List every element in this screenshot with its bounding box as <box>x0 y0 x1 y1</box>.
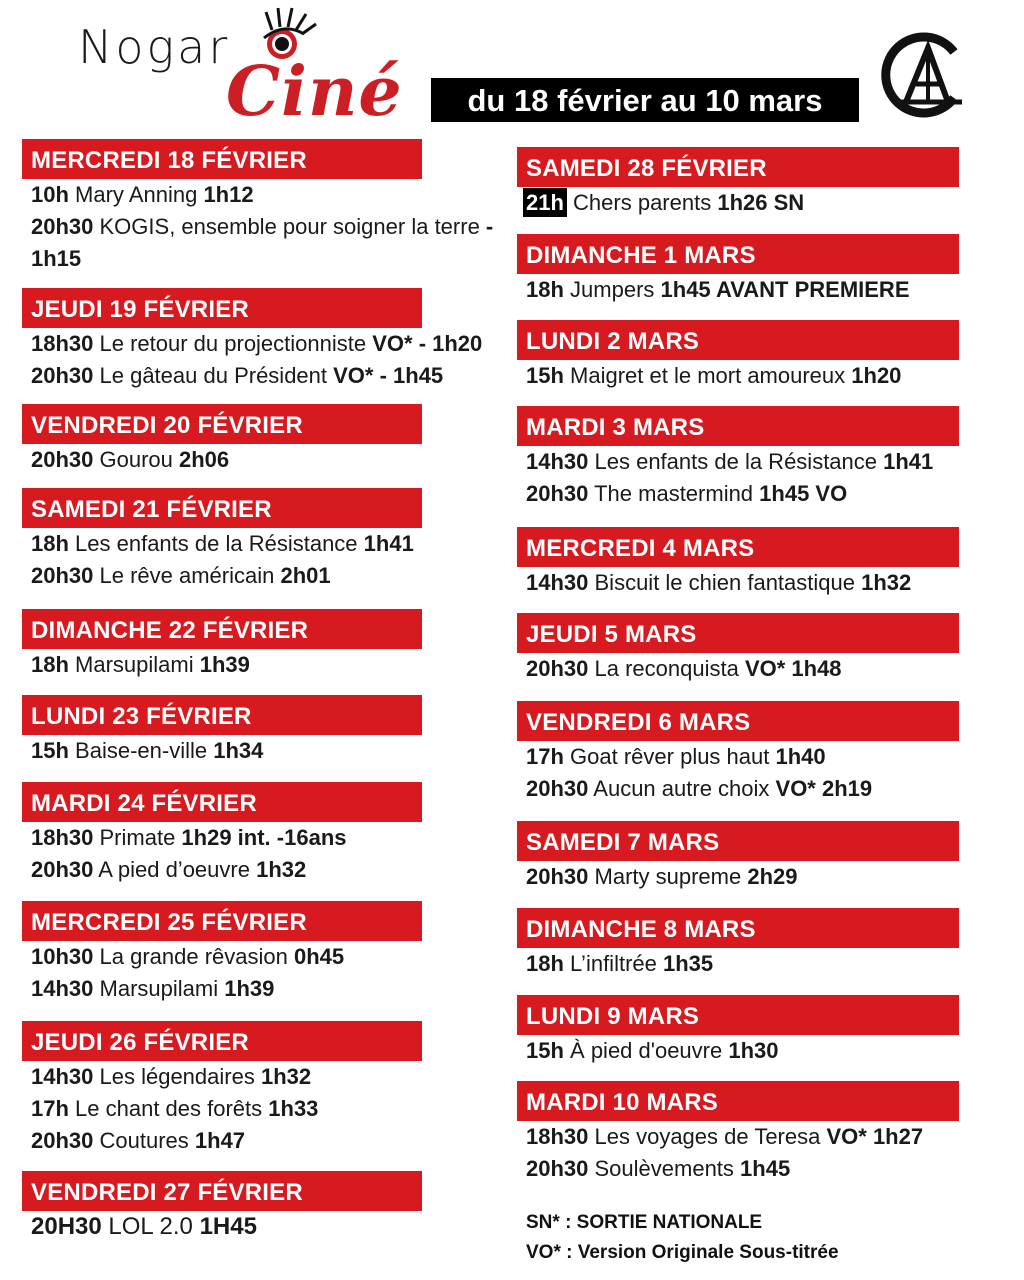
screening-title: Les enfants de la Résistance <box>68 531 364 556</box>
day-block <box>517 234 959 306</box>
screening-time: 15h <box>526 363 564 388</box>
screening-info: 1h32 <box>256 857 307 882</box>
day-header: MARDI 3 MARS <box>517 406 959 446</box>
screening-title: Gourou <box>93 447 179 472</box>
screening-list <box>517 741 959 805</box>
screening-title: The mastermind <box>588 481 760 506</box>
screening-list <box>517 861 959 893</box>
cinema-circle-logo-icon <box>876 32 970 118</box>
screening-info: 1h12 <box>203 182 254 207</box>
screening-row <box>526 1035 959 1067</box>
screening-row <box>526 1153 959 1185</box>
screening-time: 20h30 <box>31 563 94 588</box>
logo-cine-text: Ciné <box>226 52 403 132</box>
screening-title: Primate <box>93 825 182 850</box>
screening-title: L’infiltrée <box>563 951 663 976</box>
day-block <box>517 821 959 893</box>
day-block <box>517 701 959 805</box>
screening-time: 20h30 <box>526 481 589 506</box>
screening-info: 1h35 <box>662 951 714 976</box>
screening-time: 20h30 <box>31 1128 94 1153</box>
day-block <box>22 288 482 392</box>
day-header: SAMEDI 28 FÉVRIER <box>517 147 959 187</box>
day-header: MARDI 24 FÉVRIER <box>22 782 422 822</box>
day-block <box>517 406 959 510</box>
screening-time: 14h30 <box>31 976 94 1001</box>
screening-info: 0h45 <box>293 944 345 969</box>
day-block <box>22 695 422 767</box>
screening-time: 10h <box>31 182 69 207</box>
day-header: LUNDI 2 MARS <box>517 320 959 360</box>
screening-time: 20h30 <box>31 447 94 472</box>
screening-info: 1h40 <box>775 744 826 769</box>
screening-time: 20h30 <box>31 857 94 882</box>
day-header: DIMANCHE 22 FÉVRIER <box>22 609 422 649</box>
screening-row <box>31 941 422 973</box>
screening-row <box>526 861 959 893</box>
screening-time: 18h <box>526 277 564 302</box>
screening-time: 10h30 <box>31 944 94 969</box>
screening-time: 20H30 <box>31 1213 102 1240</box>
screening-info: 1h41 <box>363 531 414 556</box>
legend <box>526 1208 839 1268</box>
screening-list <box>22 1211 422 1243</box>
screening-title: Chers parents <box>566 190 718 215</box>
screening-info: 2h29 <box>747 864 798 889</box>
screening-info: 1h32 <box>861 570 912 595</box>
screening-time: 18h30 <box>31 331 94 356</box>
screening-list <box>517 274 959 306</box>
screening-row <box>31 1125 422 1157</box>
screening-title: Le retour du projectionniste <box>93 331 373 356</box>
day-block <box>22 139 511 275</box>
screening-list <box>517 1035 959 1067</box>
screening-title: Les voyages de Teresa <box>588 1124 827 1149</box>
screening-info: 1h39 <box>224 976 275 1001</box>
screening-info: 2h06 <box>179 447 230 472</box>
screening-row <box>526 446 959 478</box>
legend-vo: VO* : Version Originale Sous-titrée <box>526 1242 839 1263</box>
screening-title: Biscuit le chien fantastique <box>588 570 862 595</box>
screening-time: 18h30 <box>526 1124 589 1149</box>
screening-time: 18h30 <box>31 825 94 850</box>
screening-info: 1h45 AVANT PREMIERE <box>660 277 910 302</box>
screening-list <box>22 444 422 476</box>
screening-row <box>526 360 959 392</box>
screening-time: 20h30 <box>31 363 94 388</box>
screening-title: Le gâteau du Président <box>93 363 334 388</box>
screening-info: 2h01 <box>280 563 331 588</box>
screening-list <box>517 360 959 392</box>
screening-list <box>22 328 482 392</box>
day-header: SAMEDI 21 FÉVRIER <box>22 488 422 528</box>
screening-time: 20h30 <box>526 776 589 801</box>
screening-info: VO* - 1h45 <box>333 363 444 388</box>
screening-row <box>526 274 959 306</box>
day-block <box>22 1171 422 1243</box>
screening-title: La grande rêvasion <box>93 944 294 969</box>
screening-row <box>526 478 959 510</box>
day-header: SAMEDI 7 MARS <box>517 821 959 861</box>
screening-time: 15h <box>526 1038 564 1063</box>
screening-info: 1h26 SN <box>717 190 805 215</box>
screening-title: Le chant des forêts <box>68 1096 269 1121</box>
screening-info: 1h29 int. -16ans <box>181 825 347 850</box>
screening-info: 1h20 <box>851 363 902 388</box>
screening-list <box>517 653 959 685</box>
screening-title: KOGIS, ensemble pour soigner la terre <box>93 214 486 239</box>
screening-info: 1h33 <box>268 1096 319 1121</box>
screening-row <box>526 187 959 219</box>
screening-title: Marty supreme <box>588 864 748 889</box>
screening-row <box>526 653 959 685</box>
screening-list <box>22 941 422 1005</box>
screening-title: A pied d’oeuvre <box>93 857 257 882</box>
screening-row <box>31 528 422 560</box>
screening-time: 20h30 <box>526 864 589 889</box>
screening-row <box>526 948 959 980</box>
screening-row <box>526 741 959 773</box>
screening-row <box>31 211 511 275</box>
screening-title: Soulèvements <box>588 1156 741 1181</box>
screening-row <box>526 1121 959 1153</box>
screening-row <box>31 560 422 592</box>
day-header: MARDI 10 MARS <box>517 1081 959 1121</box>
screening-title: Coutures <box>93 1128 195 1153</box>
day-block <box>517 613 959 685</box>
screening-title: Marsupilami <box>68 652 200 677</box>
day-header: JEUDI 26 FÉVRIER <box>22 1021 422 1061</box>
day-header: JEUDI 19 FÉVRIER <box>22 288 422 328</box>
day-block <box>517 320 959 392</box>
screening-list <box>22 735 422 767</box>
screening-info: 1h41 <box>883 449 934 474</box>
screening-row <box>31 179 511 211</box>
screening-info: 1h39 <box>199 652 250 677</box>
screening-list <box>517 187 959 219</box>
screening-row <box>31 822 422 854</box>
screening-list <box>22 528 422 592</box>
day-block <box>517 995 959 1067</box>
screening-row <box>31 973 422 1005</box>
screening-time: 18h <box>31 531 69 556</box>
day-header: VENDREDI 20 FÉVRIER <box>22 404 422 444</box>
screening-list <box>517 1121 959 1185</box>
day-header: MERCREDI 25 FÉVRIER <box>22 901 422 941</box>
screening-title: À pied d'oeuvre <box>563 1038 729 1063</box>
screening-time: 20h30 <box>526 1156 589 1181</box>
screening-row <box>31 1211 422 1243</box>
day-header: DIMANCHE 1 MARS <box>517 234 959 274</box>
screening-time: 14h30 <box>526 449 589 474</box>
screening-list <box>517 948 959 980</box>
screening-info: 1h45 VO <box>759 481 848 506</box>
screening-time: 14h30 <box>31 1064 94 1089</box>
screening-row <box>31 328 482 360</box>
day-header: VENDREDI 27 FÉVRIER <box>22 1171 422 1211</box>
day-header: LUNDI 23 FÉVRIER <box>22 695 422 735</box>
screening-info: 1h34 <box>213 738 264 763</box>
day-block <box>22 609 422 681</box>
screening-info: 1h30 <box>728 1038 779 1063</box>
screening-time: 14h30 <box>526 570 589 595</box>
screening-list <box>22 649 422 681</box>
screening-time: 18h <box>526 951 564 976</box>
day-block <box>517 527 959 599</box>
screening-list <box>22 1061 422 1157</box>
screening-list <box>517 446 959 510</box>
screening-info: VO* 1h48 <box>744 656 842 681</box>
screening-info: VO* 2h19 <box>775 776 873 801</box>
screening-title: Jumpers <box>563 277 661 302</box>
screening-title: Marsupilami <box>93 976 225 1001</box>
screening-time: 20h30 <box>526 656 589 681</box>
screening-time: 18h <box>31 652 69 677</box>
day-block <box>22 782 422 886</box>
screening-row <box>526 773 959 805</box>
day-block <box>517 1081 959 1185</box>
day-block <box>22 488 422 592</box>
day-header: VENDREDI 6 MARS <box>517 701 959 741</box>
screening-title: Les enfants de la Résistance <box>588 449 884 474</box>
day-block <box>517 908 959 980</box>
period-banner: du 18 février au 10 mars <box>431 78 859 122</box>
legend-sn: SN* : SORTIE NATIONALE <box>526 1212 763 1233</box>
screening-title: Mary Anning <box>68 182 204 207</box>
screening-title: Baise-en-ville <box>68 738 214 763</box>
screening-title: Aucun autre choix <box>588 776 776 801</box>
screening-title: Les légendaires <box>93 1064 261 1089</box>
day-block <box>22 1021 422 1157</box>
screening-title: LOL 2.0 <box>101 1213 200 1240</box>
screening-time: 20h30 <box>31 214 94 239</box>
screening-info: VO* - 1h20 <box>372 331 483 356</box>
screening-info: 1h32 <box>260 1064 312 1089</box>
screening-info: 1h47 <box>194 1128 246 1153</box>
screening-row <box>31 360 482 392</box>
screening-row <box>31 1061 422 1093</box>
screening-list <box>517 567 959 599</box>
screening-time: 17h <box>31 1096 69 1121</box>
screening-row <box>526 567 959 599</box>
screening-row <box>31 649 422 681</box>
screening-list <box>22 822 422 886</box>
day-header: MERCREDI 18 FÉVRIER <box>22 139 422 179</box>
day-header: JEUDI 5 MARS <box>517 613 959 653</box>
day-header: LUNDI 9 MARS <box>517 995 959 1035</box>
screening-info: 1H45 <box>199 1213 257 1240</box>
screening-info: - 1h15 <box>31 214 494 271</box>
screening-time: 21h <box>523 188 567 217</box>
screening-row <box>31 735 422 767</box>
day-header: DIMANCHE 8 MARS <box>517 908 959 948</box>
screening-row <box>31 1093 422 1125</box>
day-block <box>517 147 959 219</box>
day-block <box>22 404 422 476</box>
screening-time: 15h <box>31 738 69 763</box>
logo-nogar-text: Nogar <box>78 20 231 74</box>
day-header: MERCREDI 4 MARS <box>517 527 959 567</box>
screening-title: Goat rêver plus haut <box>563 744 776 769</box>
screening-info: 1h45 <box>740 1156 791 1181</box>
screening-title: Maigret et le mort amoureux <box>563 363 852 388</box>
nogaro-cine-logo <box>0 0 420 135</box>
screening-time: 17h <box>526 744 564 769</box>
screening-row <box>31 444 422 476</box>
screening-title: Le rêve américain <box>93 563 281 588</box>
screening-title: La reconquista <box>588 656 745 681</box>
screening-list <box>22 179 511 275</box>
screening-info: VO* 1h27 <box>826 1124 924 1149</box>
screening-row <box>31 854 422 886</box>
day-block <box>22 901 422 1005</box>
